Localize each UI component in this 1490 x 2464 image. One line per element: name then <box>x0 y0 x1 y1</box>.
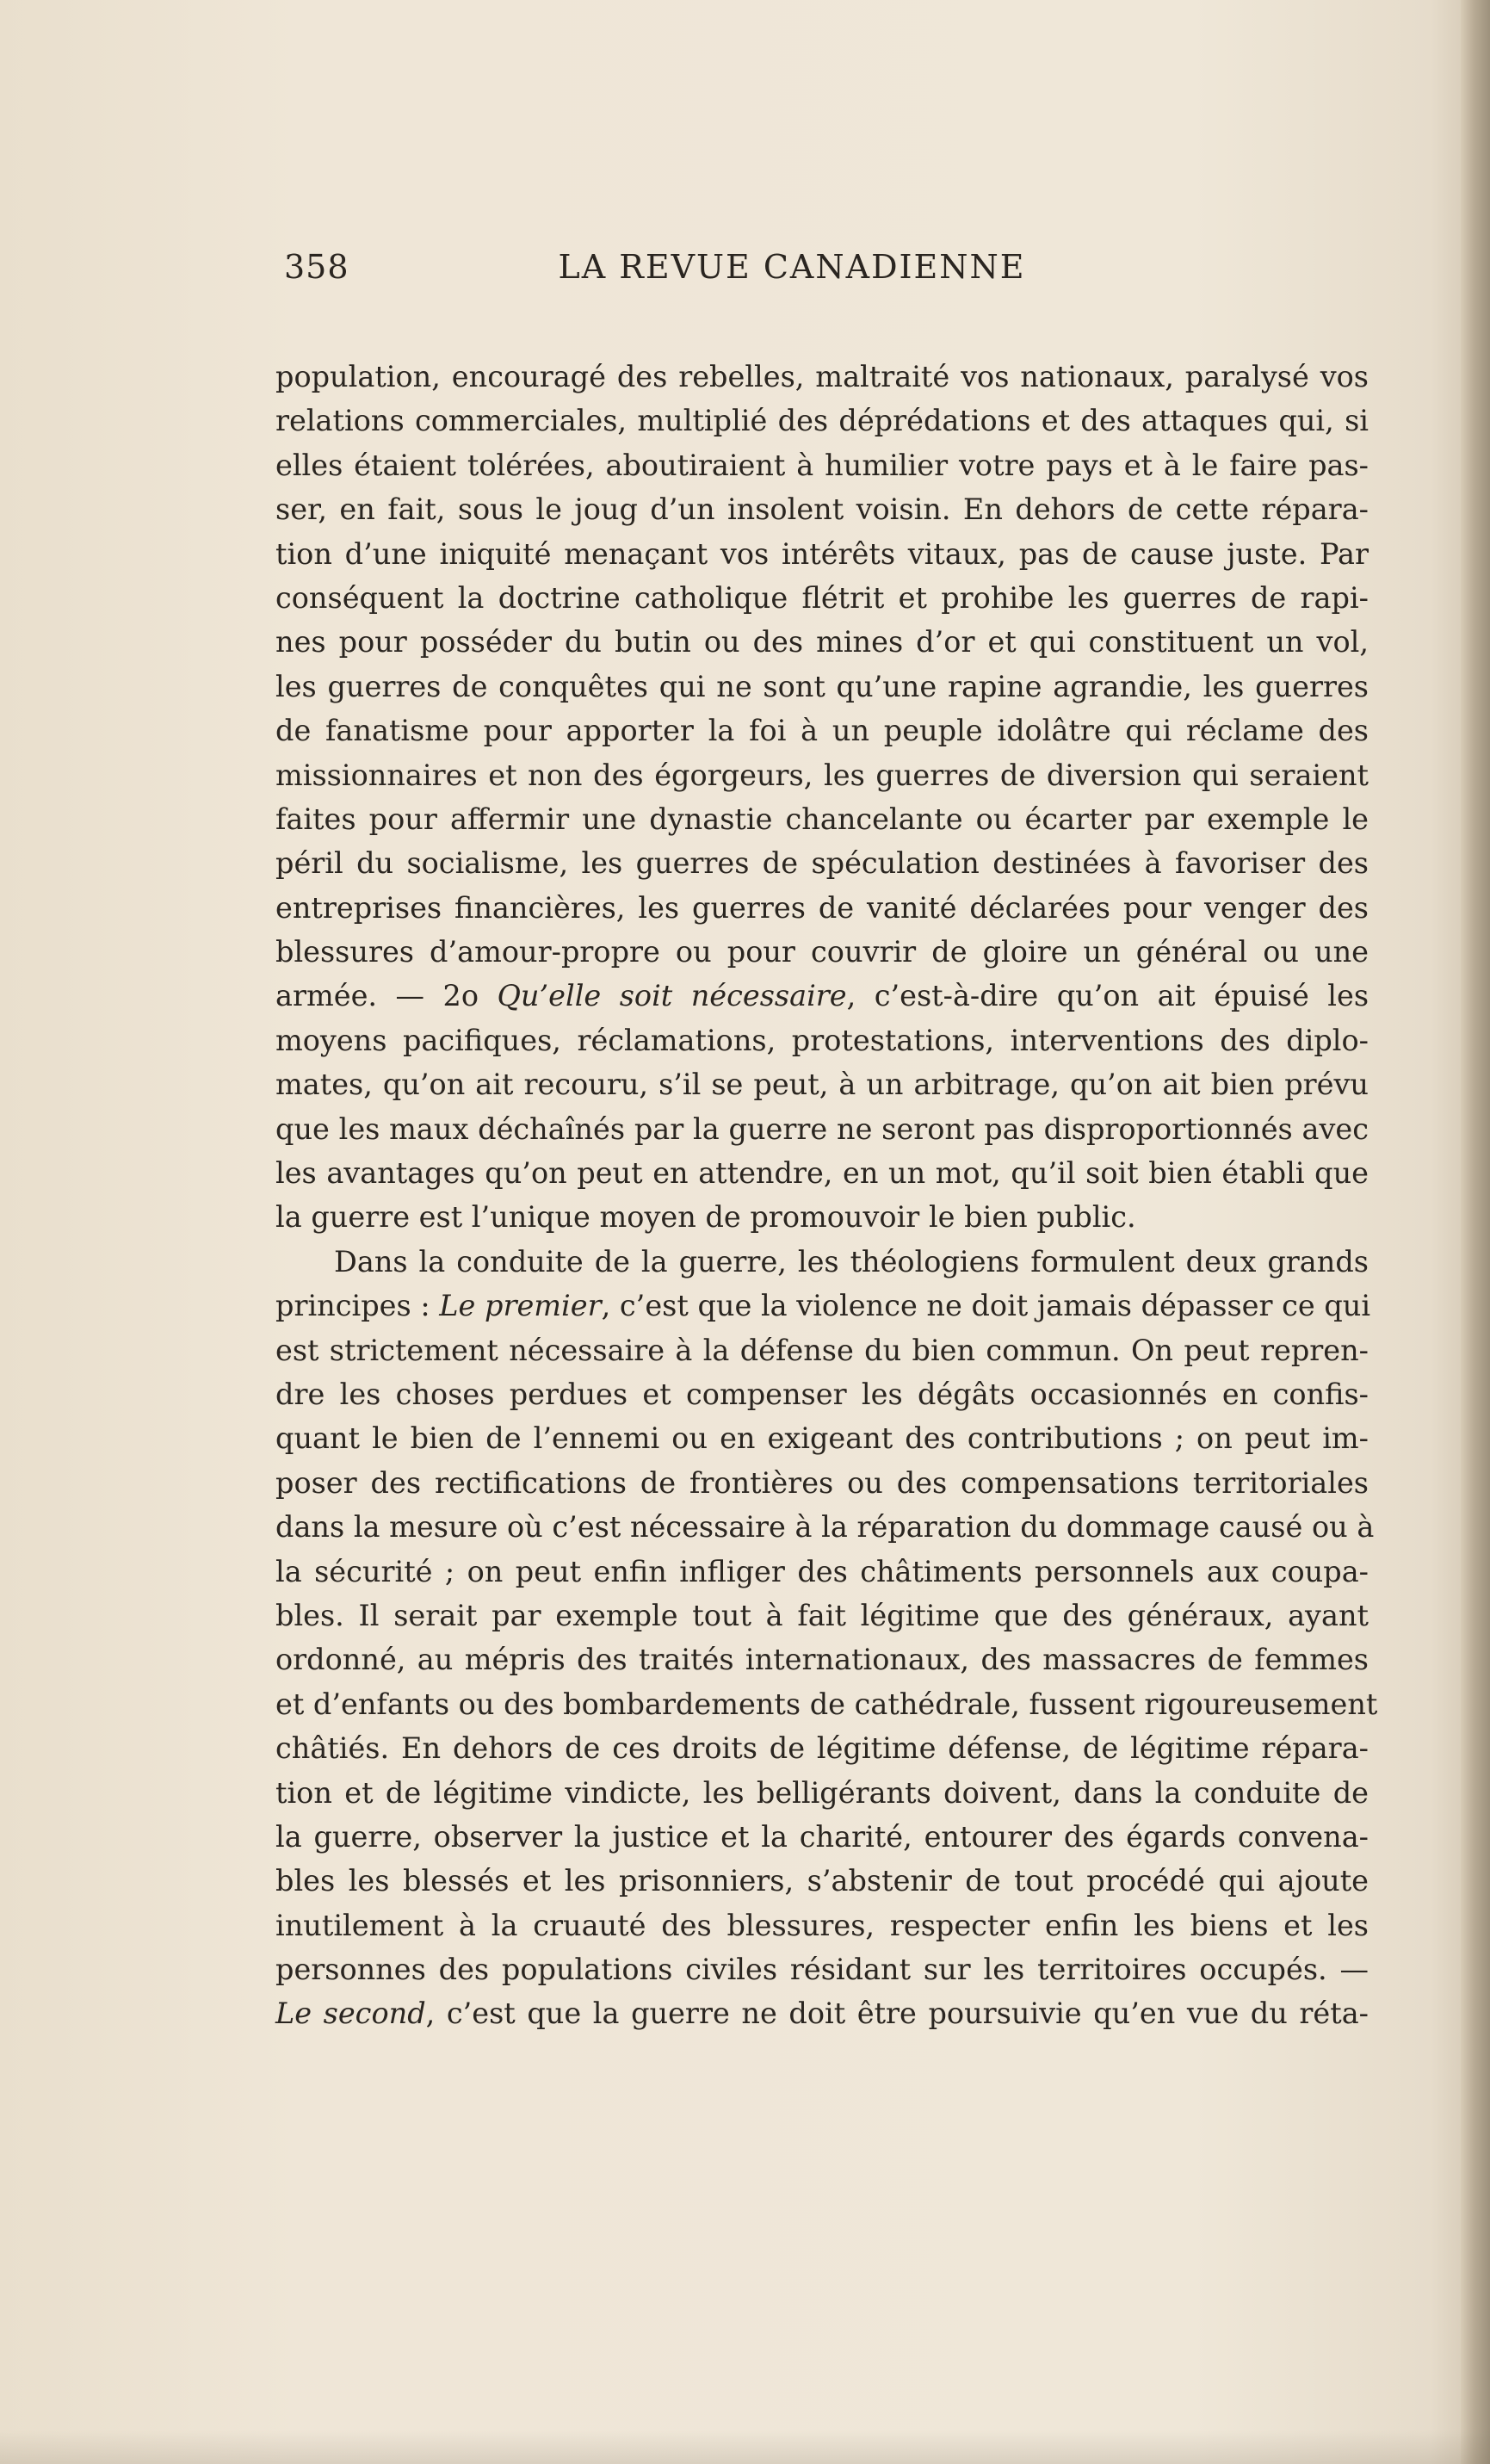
italic-phrase: Le second <box>275 1997 426 2031</box>
text-line: blessures d’amour-propre ou pour couvrir de gloire un général ou une <box>275 935 1369 969</box>
text-line: tion d’une iniquité menaçant vos intérêts vitaux, pas de cause juste. Par <box>275 536 1369 571</box>
text-line: relations commerciales, multiplié des déprédations et des attaques qui, si <box>275 404 1369 438</box>
text-line: poser des rectifications de frontières ou des compensations territoriales <box>275 1465 1369 1500</box>
running-title: LA REVUE CANADIENNE <box>558 248 1026 286</box>
text-line: est strictement nécessaire à la défense du bien commun. On peut repren- <box>275 1333 1369 1367</box>
text-line: dans la mesure où c’est nécessaire à la réparation du dommage causé ou à <box>275 1510 1375 1545</box>
paragraph-last-line: la guerre est l’unique moyen de promouvoir le bien public. <box>275 1200 1136 1235</box>
text-line: bles. Il serait par exemple tout à fait légitime que des généraux, ayant <box>275 1598 1369 1632</box>
text-line: bles les blessés et les prisonniers, s’abstenir de tout procédé qui ajoute <box>275 1864 1369 1898</box>
text-line <box>275 1991 1369 2035</box>
text-line: et d’enfants ou des bombardements de cathédrale, fussent rigoureusement <box>275 1687 1378 1721</box>
text-line: la guerre, observer la justice et la charité, entourer des égards convena- <box>275 1819 1369 1854</box>
text-line: nes pour posséder du butin ou des mines d’or et qui constituent un vol, <box>275 625 1369 659</box>
text-line: elles étaient tolérées, aboutiraient à humilier votre pays et à le faire pas- <box>275 448 1369 482</box>
text-line: péril du socialisme, les guerres de spéculation destinées à favoriser des <box>275 846 1369 881</box>
text-line <box>275 1284 1369 1328</box>
text-line: les guerres de conquêtes qui ne sont qu’une rapine agrandie, les guerres <box>275 669 1369 703</box>
text-line: personnes des populations civiles résidant sur les territoires occupés. — <box>275 1953 1369 1987</box>
text-line: entreprises financières, les guerres de vanité déclarées pour venger des <box>275 890 1369 925</box>
page-bottom-shade <box>0 2430 1490 2464</box>
text-line: mates, qu’on ait recouru, s’il se peut, à un arbitrage, qu’on ait bien prévu <box>275 1068 1369 1102</box>
text-line: ser, en fait, sous le joug d’un insolent voisin. En dehors de cette répara- <box>275 492 1369 527</box>
italic-phrase: Le premier <box>439 1289 602 1323</box>
text-line: population, encouragé des rebelles, maltraité vos nationaux, paralysé vos <box>275 360 1369 393</box>
line-text: armée. — 2o <box>275 979 498 1013</box>
text-line: quant le bien de l’ennemi ou en exigeant des contributions ; on peut im- <box>275 1421 1369 1456</box>
text-line: dre les choses perdues et compenser les dégâts occasionnés en confis- <box>275 1377 1369 1411</box>
text-line: missionnaires et non des égorgeurs, les guerres de diversion qui seraient <box>275 758 1369 792</box>
text-line: que les maux déchaînés par la guerre ne seront pas disproportionnés avec <box>275 1111 1369 1146</box>
text-line: faites pour affermir une dynastie chancelante ou écarter par exemple le <box>275 802 1369 836</box>
text-line: inutilement à la cruauté des blessures, respecter enfin les biens et les <box>275 1908 1369 1942</box>
line-text: , c’est que la violence ne doit jamais dépasser ce qui <box>601 1289 1371 1323</box>
text-line: la sécurité ; on peut enfin infliger des châtiments personnels aux coupa- <box>275 1554 1369 1588</box>
paragraph-first-line: Dans la conduite de la guerre, les théologiens formulent deux grands <box>334 1244 1369 1278</box>
page-edge <box>1461 0 1490 2464</box>
text-line: tion et de légitime vindicte, les belligérants doivent, dans la conduite de <box>275 1775 1369 1810</box>
page-number: 358 <box>284 248 349 286</box>
text-line: châtiés. En dehors de ces droits de légitime défense, de légitime répara- <box>275 1731 1369 1766</box>
text-line: moyens pacifiques, réclamations, protestations, interventions des diplo- <box>275 1023 1369 1057</box>
line-text: , c’est-à-dire qu’on ait épuisé les <box>846 979 1369 1013</box>
text-line <box>275 974 1369 1018</box>
text-line: de fanatisme pour apporter la foi à un peuple idolâtre qui réclame des <box>275 714 1369 748</box>
page-header <box>284 248 1300 291</box>
text-line: ordonné, au mépris des traités internationaux, des massacres de femmes <box>275 1643 1369 1677</box>
text-line: conséquent la doctrine catholique flétrit et prohibe les guerres de rapi- <box>275 580 1369 615</box>
line-text: principes : <box>275 1289 440 1323</box>
italic-phrase: Qu’elle soit nécessaire <box>497 979 847 1013</box>
body-text <box>275 355 1378 2036</box>
text-line: les avantages qu’on peut en attendre, en un mot, qu’il soit bien établi que <box>275 1156 1369 1191</box>
line-text: , c’est que la guerre ne doit être poursuivie qu’en vue du réta- <box>425 1997 1369 2031</box>
